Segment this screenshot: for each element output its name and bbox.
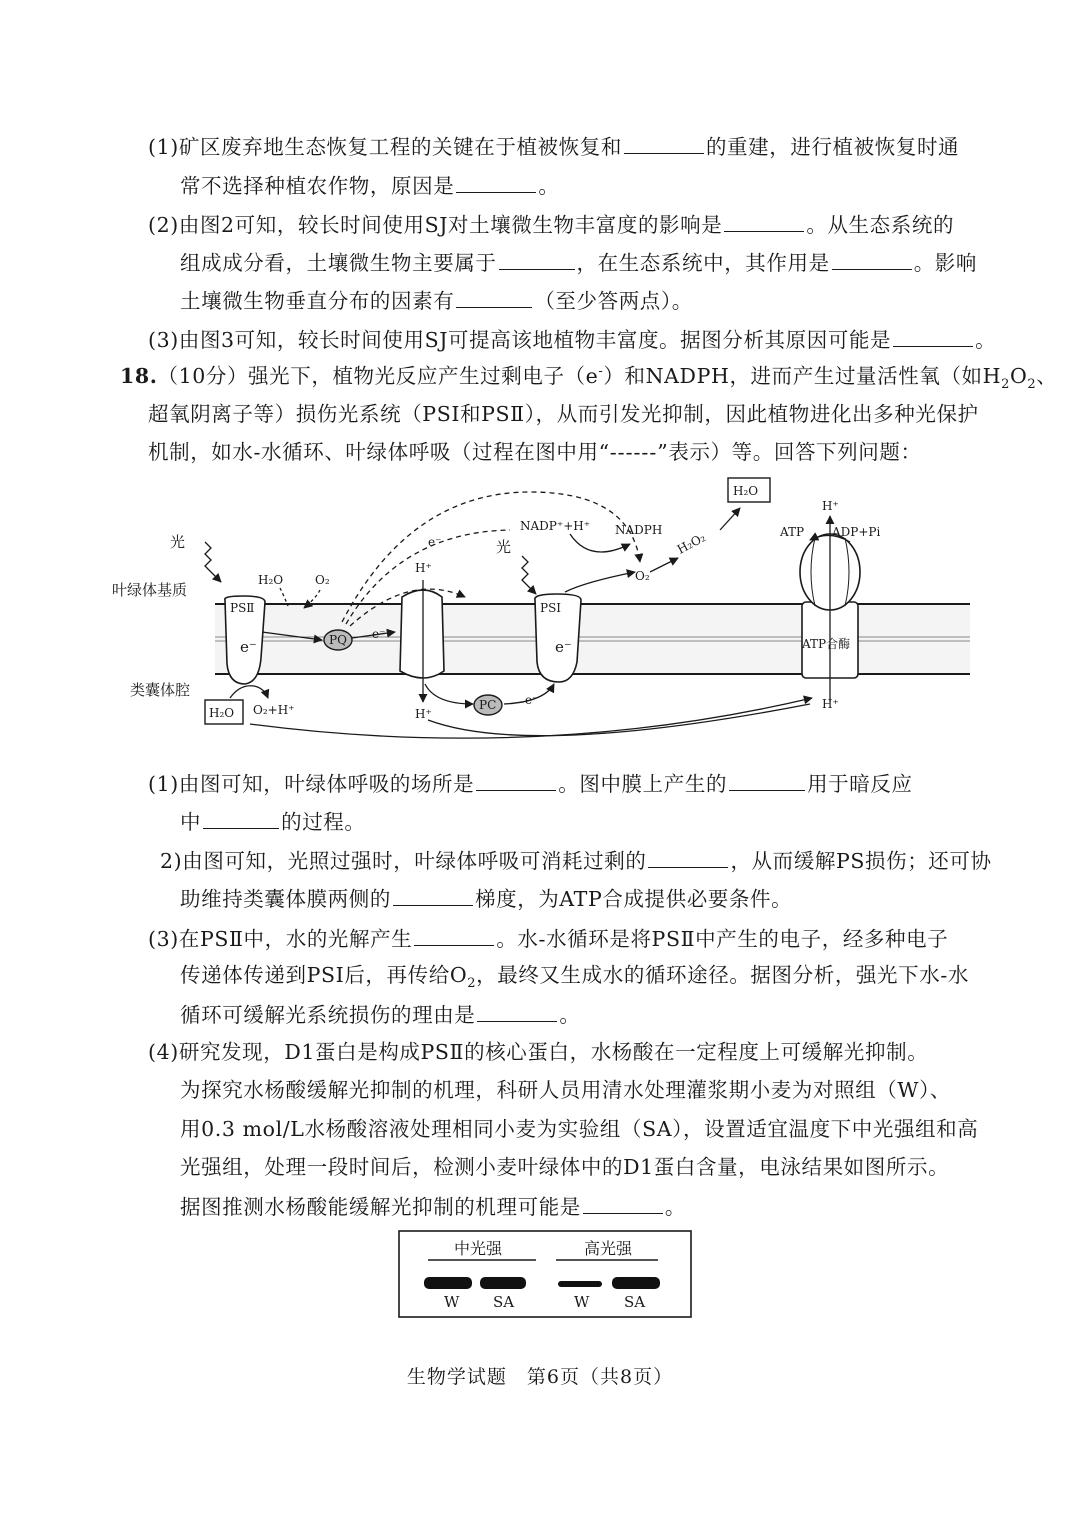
- q18-p1-line2: 中 的过程。: [180, 810, 366, 834]
- q18-p2-line2: 助维持类囊体膜两侧的 梯度，为ATP合成提供必要条件。: [180, 887, 793, 911]
- answer-blank[interactable]: [477, 1001, 557, 1022]
- thylakoid-diagram: [110, 472, 980, 762]
- page-footer: 生物学试题 第6页（共8页）: [406, 1366, 674, 1388]
- dashed-path-1: [342, 492, 640, 622]
- light-label-1: 光: [170, 533, 186, 551]
- psii-label: PSⅡ: [230, 601, 255, 615]
- h-cyt-bottom: H⁺: [415, 707, 432, 721]
- answer-blank[interactable]: [624, 133, 704, 154]
- cytochrome-complex: [400, 590, 444, 678]
- q18-p4-line5: 据图推测水杨酸能缓解光抑制的机理可能是 。: [180, 1195, 687, 1219]
- h2o2-label: H₂O₂: [674, 530, 708, 557]
- q18-intro-line1: 18.（10分）强光下，植物光反应产生过剩电子（e-）和NADPH，进而产生过量活性氧（如$H_2O_2$、: [120, 364, 1058, 393]
- q17-p1-line2: 常不选择种植农作物，原因是 。: [180, 174, 560, 198]
- nadph-label: NADPH: [615, 523, 663, 537]
- o2-top-label: O₂: [315, 573, 330, 587]
- q18-intro-line2: 超氧阴离子等）损伤光系统（PSⅠ和PSⅡ），从而引发光抑制，因此植物进化出多种光保护: [148, 402, 979, 426]
- light-arrow-1: [205, 542, 221, 582]
- q17-p3-line1: (3)由图3可知，较长时间使用SJ可提高该地植物丰富度。据图分析其原因可能是 。: [148, 328, 997, 352]
- pq-label: PQ: [329, 633, 347, 647]
- electron-pc: e⁻: [525, 693, 539, 707]
- lane-label-4: SA: [624, 1293, 646, 1311]
- q18-intro-line3: 机制，如水-水循环、叶绿体呼吸（过程在图中用“------”表示）等。回答下列问题：: [148, 440, 922, 464]
- atp-synthase-label: ATP合酶: [802, 637, 851, 651]
- h-atp-bottom: H⁺: [822, 697, 839, 711]
- answer-blank[interactable]: [414, 925, 494, 946]
- q18-p4-line1: (4)研究发现，D1蛋白是构成PSⅡ的核心蛋白，水杨酸在一定程度上可缓解光抑制。: [148, 1040, 929, 1064]
- q18-p2-line1: 2)由图可知，光照过强时，叶绿体呼吸可消耗过剩的 ，从而缓解PS损伤；还可协: [160, 849, 992, 873]
- pc-label: PC: [479, 698, 497, 712]
- q18-p4-line4: 光强组，处理一段时间后，检测小麦叶绿体中的D1蛋白含量，电泳结果如图所示。: [180, 1155, 950, 1179]
- h2o-top-box-label: H₂O: [733, 484, 759, 498]
- light-label-2: 光: [496, 538, 512, 556]
- answer-blank[interactable]: [476, 770, 556, 791]
- answer-blank[interactable]: [456, 287, 532, 308]
- lane-label-1: W: [444, 1293, 460, 1311]
- q17-p2-line2: 组成成分看，土壤微生物主要属于 ，在生态系统中，其作用是 。影响: [180, 251, 978, 275]
- lumen-label: 类囊体腔: [130, 681, 191, 699]
- band-mid-sa: [480, 1277, 526, 1289]
- gel-group2-label: 高光强: [584, 1239, 633, 1258]
- q18-p3-line1: (3)在PSⅡ中，水的光解产生 。水-水循环是将PSⅡ中产生的电子，经多种电子: [148, 927, 949, 951]
- answer-blank[interactable]: [499, 249, 575, 270]
- q18-p3-line2: 传递体传递到PSⅠ后，再传给$O_2$，最终又生成水的循环途径。据图分析，强光下水-水: [180, 963, 969, 992]
- adp-label: ADP+Pi: [832, 525, 881, 539]
- nadp-label: NADP⁺+H⁺: [520, 519, 591, 533]
- answer-blank[interactable]: [832, 249, 912, 270]
- electron-psii: e⁻: [240, 638, 257, 656]
- h2o-bottom-label: H₂O: [209, 706, 235, 720]
- band-high-sa: [612, 1277, 660, 1289]
- band-high-w: [558, 1281, 602, 1287]
- lane-label-3: W: [574, 1293, 590, 1311]
- answer-blank[interactable]: [583, 1193, 663, 1214]
- answer-blank[interactable]: [203, 808, 279, 829]
- q17-p1-line1: (1)矿区废弃地生态恢复工程的关键在于植被恢复和 的重建，进行植被恢复时通: [148, 135, 960, 159]
- lane-label-2: SA: [493, 1293, 515, 1311]
- answer-blank[interactable]: [724, 211, 804, 232]
- answer-blank[interactable]: [893, 326, 973, 347]
- answer-blank[interactable]: [456, 172, 536, 193]
- electron-top: e⁻: [428, 535, 442, 549]
- stroma-label: 叶绿体基质: [112, 581, 188, 599]
- answer-blank[interactable]: [393, 885, 473, 906]
- q17-p2-line1: (2)由图2可知，较长时间使用SJ对土壤微生物丰富度的影响是 。从生态系统的: [148, 213, 955, 237]
- electron-psi: e⁻: [555, 638, 572, 656]
- h2o-top-label: H₂O: [258, 573, 284, 587]
- q18-p3-line3: 循环可缓解光系统损伤的理由是 。: [180, 1003, 581, 1027]
- electrophoresis-gel: [398, 1230, 692, 1318]
- q18-p4-line3: 用0.3 mol/L水杨酸溶液处理相同小麦为实验组（SA），设置适宜温度下中光强组和高: [180, 1117, 979, 1141]
- q18-p1-line1: (1)由图可知，叶绿体呼吸的场所是 。图中膜上产生的 用于暗反应: [148, 772, 913, 796]
- q17-p2-line3: 土壤微生物垂直分布的因素有 （至少答两点）。: [180, 289, 693, 313]
- q18-p4-line2: 为探究水杨酸缓解光抑制的机理，科研人员用清水处理灌浆期小麦为对照组（W）、: [180, 1078, 952, 1102]
- psi-label: PSⅠ: [540, 601, 562, 615]
- answer-blank[interactable]: [648, 847, 728, 868]
- electron-pq: e⁻: [372, 627, 386, 641]
- atp-label: ATP: [780, 525, 805, 539]
- h-atp-top: H⁺: [822, 499, 839, 513]
- gel-group1-label: 中光强: [454, 1239, 503, 1258]
- band-mid-w: [424, 1277, 472, 1289]
- answer-blank[interactable]: [729, 770, 805, 791]
- o2-h-label: O₂+H⁺: [253, 703, 295, 717]
- h-cyt-top: H⁺: [415, 561, 432, 575]
- o2-right-label: O₂: [635, 569, 650, 583]
